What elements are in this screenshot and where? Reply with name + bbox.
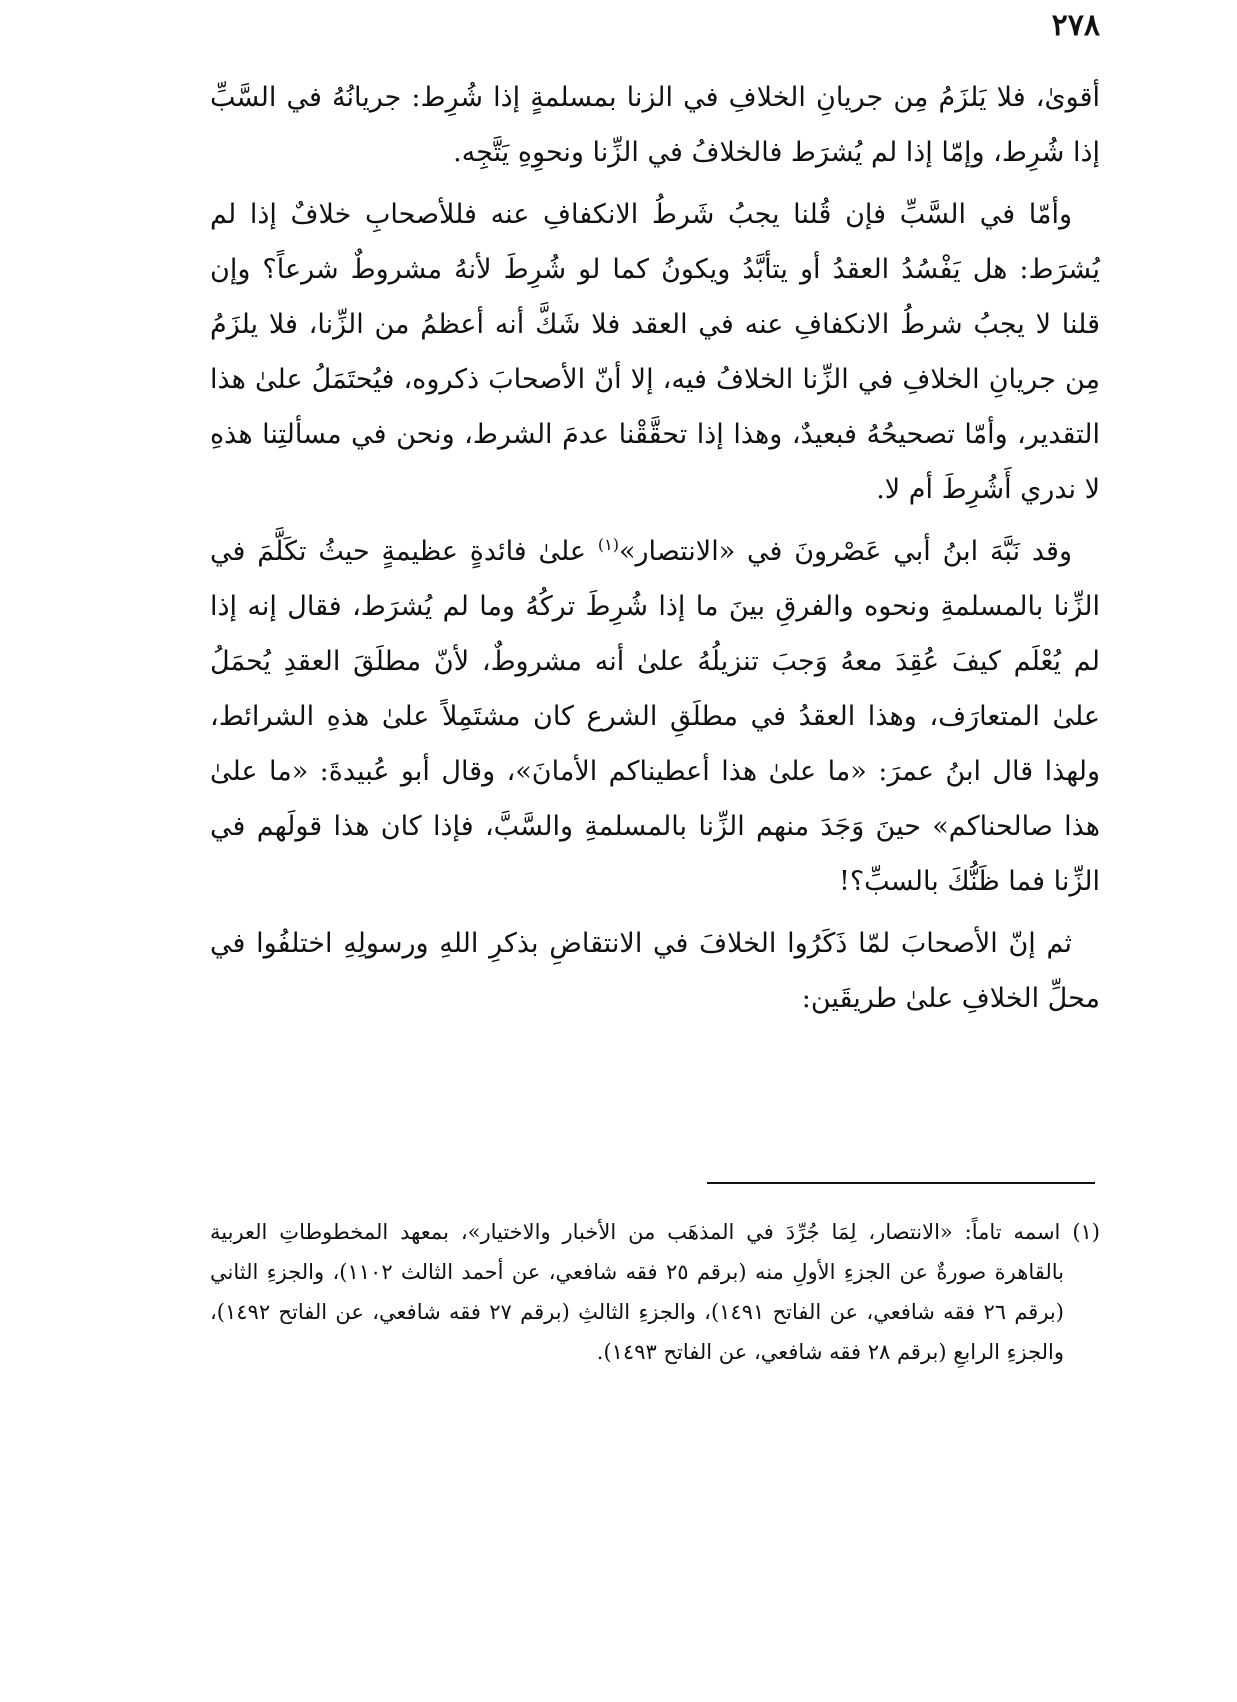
paragraph: وأمّا في السَّبِّ فإن قُلنا يجبُ شَرطُ الانكفافِ عنه فللأصحابِ خلافٌ إذا لم يُشرَط: هل يَفْسُدُ العقدُ أو يتأبَّدُ ويكونُ كما لو شُرِطَ لأنهُ مشروطٌ شرعاً؟ وإن قلنا لا يجبُ شرطُ الانكفافِ عنه في العقد فلا شَكَّ أنه أعظمُ من الزِّنا، فلا يلزَمُ مِن جريانِ الخلافِ في الزِّنا الخلافُ فيه، إلا أنّ الأصحابَ ذكروه، فيُحتَمَلُ علىٰ هذا التقدير، وأمّا تصحيحُهُ فبعيدٌ، وهذا إذا تحقَّقْنا عدمَ الشرط، ونحن في مسألتِنا هذهِ لا ندري أَشُرِطَ أم لا. <box>210 199 1100 505</box>
page-number: ٢٧٨ <box>1051 8 1100 43</box>
footnote-text: اسمه تاماً: «الانتصار، لِمَا جُرِّدَ في المذهَب من الأخبار والاختيار»، بمعهد المخطوطاتِ العربية بالقاهرة صورةٌ عن الجزءِ الأولِ منه (برقم ٢٥ فقه شافعي، عن أحمد الثالث ١١٠٢)، والجزءِ الثاني (برقم ٢٦ فقه شافعي، عن الفاتح ١٤٩١)، والجزءِ الثالثِ (برقم ٢٧ فقه شافعي، عن الفاتح ١٤٩٢)، والجزءِ الرابعِ (برقم ٢٨ فقه شافعي، عن الفاتح ١٤٩٣). <box>210 1220 1064 1364</box>
footnote-marker: (١) <box>1072 1220 1100 1244</box>
paragraph-text: وقد نَبَّهَ ابنُ أبي عَصْرونَ في «الانتصار» <box>618 536 1072 567</box>
footnote-separator <box>707 1182 1095 1184</box>
paragraph: ثم إنّ الأصحابَ لمّا ذَكَرُوا الخلافَ في الانتقاضِ بذكرِ اللهِ ورسولِهِ اختلفُوا في محلِّ الخلافِ علىٰ طريقَين: <box>210 928 1100 1014</box>
footnote-reference: (١) <box>597 535 619 554</box>
main-text <box>210 70 1100 1026</box>
paragraph-text: علىٰ فائدةٍ عظيمةٍ حيثُ تكَلَّمَ في الزِّنا بالمسلمةِ ونحوه والفرقِ بينَ ما إذا شُرِطَ تركُهُ وما لم يُشرَط، فقال إنه إذا لم يُعْلَم كيفَ عُقِدَ معهُ وَجبَ تنزيلُهُ علىٰ أنه مشروطٌ، لأنّ مطلَقَ العقدِ يُحمَلُ علىٰ المتعارَف، وهذا العقدُ في مطلَقِ الشرع كان مشتَمِلاً علىٰ هذهِ الشرائط، ولهذا قال ابنُ عمرَ: «ما علىٰ هذا أعطيناكم الأمانَ»، وقال أبو عُبيدةَ: «ما علىٰ هذا صالحناكم» حينَ وَجَدَ منهم الزِّنا بالمسلمةِ والسَّبَّ، فإذا كان هذا قولَهم في الزِّنا فما ظَنُّكَ بالسبِّ؟! <box>210 536 1100 897</box>
paragraph: أقوىٰ، فلا يَلزَمُ مِن جريانِ الخلافِ في الزنا بمسلمةٍ إذا شُرِط: جريانُهُ في السَّبِّ إذا شُرِط، وإمّا إذا لم يُشرَط فالخلافُ في الزِّنا ونحوِهِ يَتَّجِه. <box>210 82 1100 168</box>
paragraph-with-footnote-reference <box>210 524 1100 909</box>
footnote <box>210 1212 1100 1372</box>
